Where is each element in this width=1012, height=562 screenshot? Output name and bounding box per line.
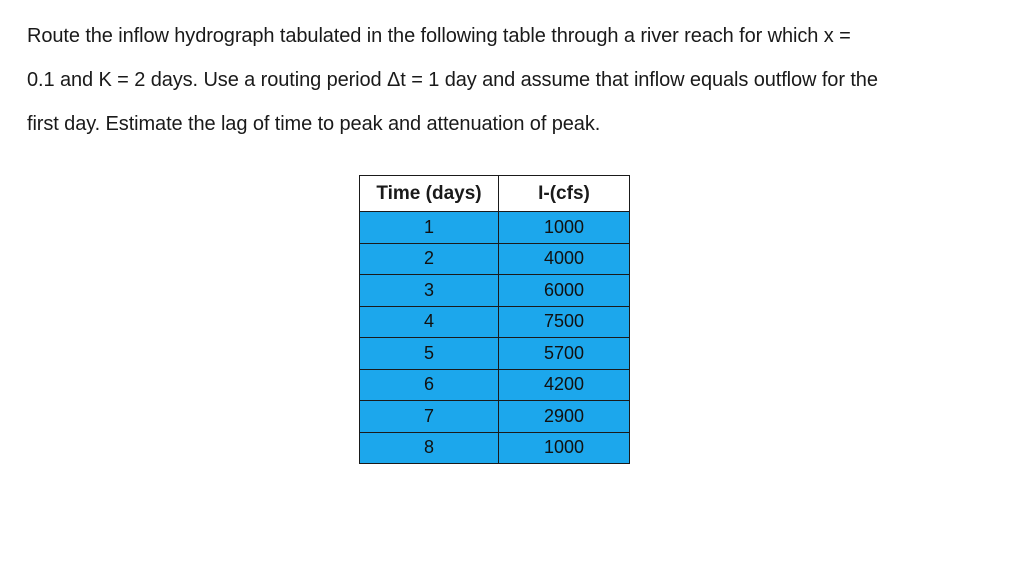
time-cell: 1 — [360, 212, 499, 244]
time-cell: 2 — [360, 243, 499, 275]
time-cell: 6 — [360, 369, 499, 401]
table-row — [360, 212, 630, 244]
inflow-cell: 2900 — [499, 401, 630, 433]
inflow-cell: 6000 — [499, 275, 630, 307]
inflow-cell: 4200 — [499, 369, 630, 401]
time-cell: 4 — [360, 306, 499, 338]
time-cell: 8 — [360, 432, 499, 464]
inflow-cell: 4000 — [499, 243, 630, 275]
inflow-cell: 5700 — [499, 338, 630, 370]
table-row — [360, 401, 630, 433]
problem-statement — [27, 14, 987, 146]
inflow-hydrograph-table — [359, 175, 630, 464]
table-row — [360, 306, 630, 338]
time-cell: 7 — [360, 401, 499, 433]
header-inflow: I-(cfs) — [499, 176, 630, 212]
table-row — [360, 338, 630, 370]
table-row — [360, 243, 630, 275]
table-row — [360, 275, 630, 307]
header-time: Time (days) — [360, 176, 499, 212]
time-cell: 3 — [360, 275, 499, 307]
problem-line-2: 0.1 and K = 2 days. Use a routing period Δt = 1 day and assume that inflow equals outflow for the — [27, 69, 878, 91]
inflow-cell: 7500 — [499, 306, 630, 338]
inflow-cell: 1000 — [499, 432, 630, 464]
inflow-cell: 1000 — [499, 212, 630, 244]
time-cell: 5 — [360, 338, 499, 370]
table-row — [360, 432, 630, 464]
table-row — [360, 369, 630, 401]
problem-line-1: Route the inflow hydrograph tabulated in the following table through a river reach for which x = — [27, 25, 851, 47]
problem-line-3: first day. Estimate the lag of time to peak and attenuation of peak. — [27, 113, 601, 135]
table-header-row — [360, 176, 630, 212]
